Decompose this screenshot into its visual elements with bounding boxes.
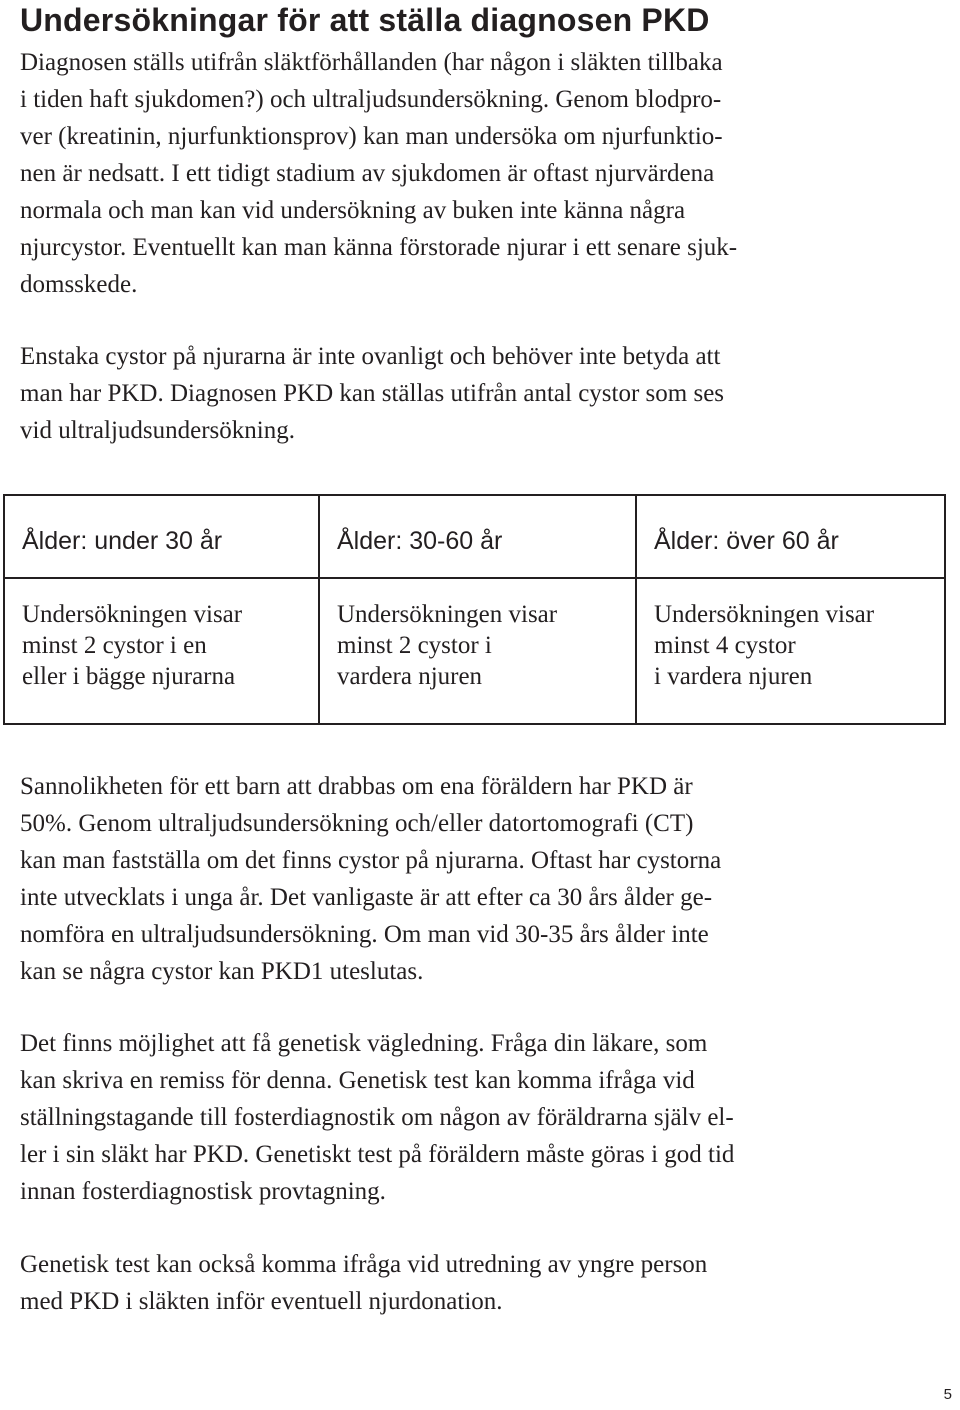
table-header-cell: Ålder: 30-60 år xyxy=(320,496,637,579)
cell-line: Undersökningen visar xyxy=(337,601,558,628)
paragraph-genetic-guidance xyxy=(20,1025,940,1210)
page-title: Undersökningar för att ställa diagnosen PKD xyxy=(20,2,710,38)
text-line: med PKD i släkten inför eventuell njurdonation. xyxy=(20,1288,503,1315)
text-line: vid ultraljudsundersökning. xyxy=(20,417,295,444)
text-line: kan se några cystor kan PKD1 uteslutas. xyxy=(20,958,424,985)
paragraph-heredity xyxy=(20,768,940,990)
text-line: innan fosterdiagnostisk provtagning. xyxy=(20,1178,386,1205)
text-line: inte utvecklats i unga år. Det vanligaste är att efter ca 30 års ålder ge- xyxy=(20,884,713,911)
text-line: Genetisk test kan också komma ifråga vid utredning av yngre person xyxy=(20,1251,708,1278)
text-line: Det finns möjlighet att få genetisk vägledning. Fråga din läkare, som xyxy=(20,1030,708,1057)
cell-line: minst 4 cystor xyxy=(654,632,796,659)
cell-line: i vardera njuren xyxy=(654,663,813,690)
text-line: 50%. Genom ultraljudsundersökning och/eller datortomografi (CT) xyxy=(20,810,694,837)
paragraph-donation xyxy=(20,1246,940,1320)
text-line: ler i sin släkt har PKD. Genetiskt test på föräldern måste göras i god tid xyxy=(20,1141,735,1168)
text-line: nen är nedsatt. I ett tidigt stadium av sjukdomen är oftast njurvärdena xyxy=(20,160,715,187)
table-header-cell: Ålder: över 60 år xyxy=(637,496,944,579)
paragraph-diagnosis xyxy=(20,44,940,303)
table-cell-under-30 xyxy=(5,579,320,723)
text-line: ställningstagande till fosterdiagnostik om någon av föräldrarna själv el- xyxy=(20,1104,734,1131)
table-header-cell: Ålder: under 30 år xyxy=(5,496,320,579)
text-line: ver (kreatinin, njurfunktionsprov) kan man undersöka om njurfunktio- xyxy=(20,123,723,150)
text-line: njurcystor. Eventuellt kan man känna förstorade njurar i ett senare sjuk- xyxy=(20,234,738,261)
text-line: nomföra en ultraljudsundersökning. Om man vid 30-35 års ålder inte xyxy=(20,921,709,948)
text-line: kan man fastställa om det finns cystor på njurarna. Oftast har cystorna xyxy=(20,847,722,874)
text-line: domsskede. xyxy=(20,271,138,298)
text-line: Diagnosen ställs utifrån släktförhållanden (har någon i släkten tillbaka xyxy=(20,49,723,76)
cell-line: minst 2 cystor i en xyxy=(22,632,207,659)
cell-line: minst 2 cystor i xyxy=(337,632,492,659)
cell-line: eller i bägge njurarna xyxy=(22,663,236,690)
table-cell-over-60 xyxy=(637,579,944,723)
text-line: kan skriva en remiss för denna. Genetisk test kan komma ifråga vid xyxy=(20,1067,695,1094)
paragraph-cysts xyxy=(20,338,940,449)
text-line: i tiden haft sjukdomen?) och ultraljudsundersökning. Genom blodpro- xyxy=(20,86,722,113)
cell-line: Undersökningen visar xyxy=(22,601,243,628)
diagnosis-criteria-table xyxy=(3,494,946,725)
text-line: normala och man kan vid undersökning av buken inte känna några xyxy=(20,197,686,224)
text-line: Sannolikheten för ett barn att drabbas om ena föräldern har PKD är xyxy=(20,773,693,800)
table-cell-30-60 xyxy=(320,579,637,723)
text-line: Enstaka cystor på njurarna är inte ovanligt och behöver inte betyda att xyxy=(20,343,721,370)
text-line: man har PKD. Diagnosen PKD kan ställas utifrån antal cystor som ses xyxy=(20,380,725,407)
page-number: 5 xyxy=(943,1386,952,1403)
cell-line: Undersökningen visar xyxy=(654,601,875,628)
cell-line: vardera njuren xyxy=(337,663,483,690)
